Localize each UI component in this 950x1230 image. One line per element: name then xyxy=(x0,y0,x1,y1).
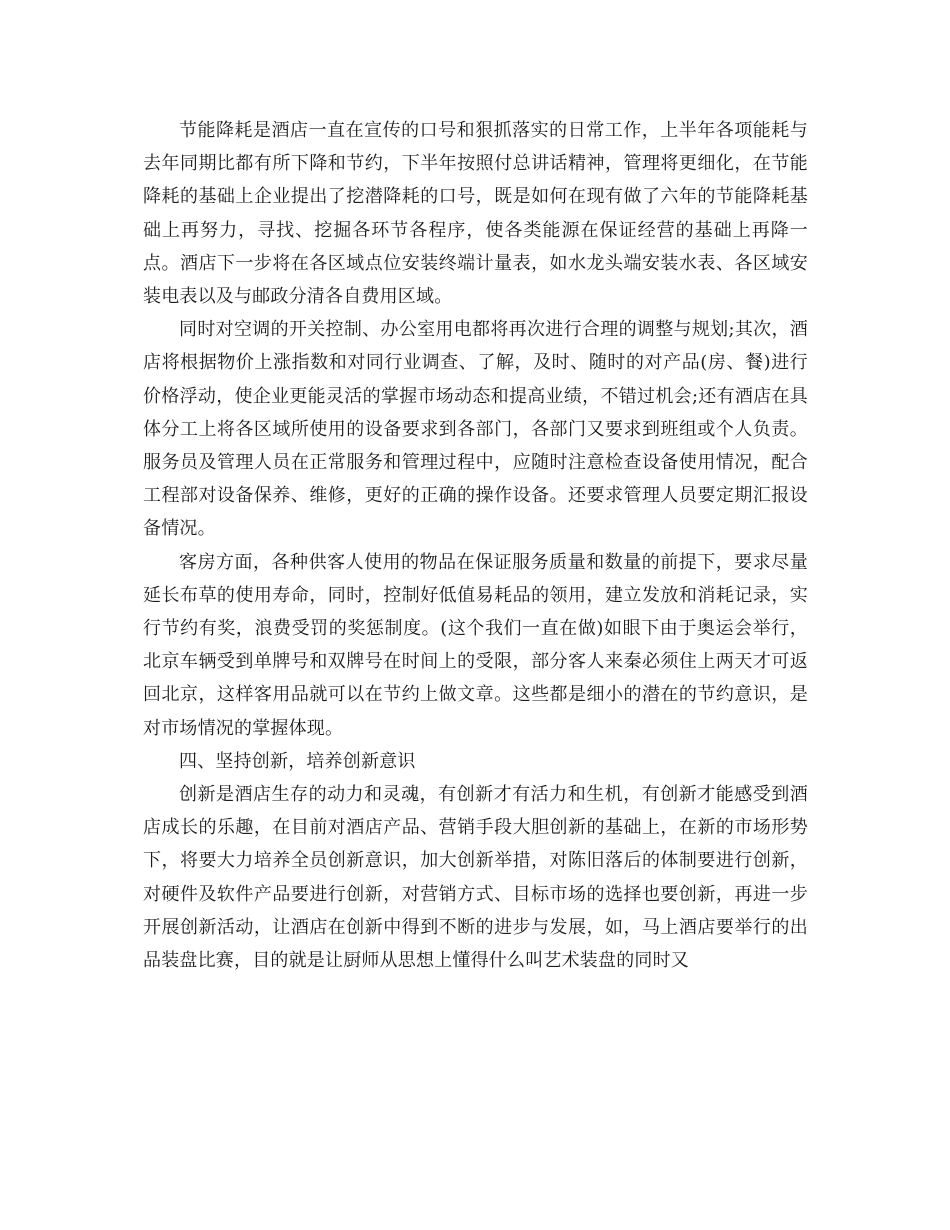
paragraph-innovation: 创新是酒店生存的动力和灵魂，有创新才有活力和生机，有创新才能感受到酒店成长的乐趣，在目前对酒店产品、营销手段大胆创新的基础上，在新的市场形势下，将要大力培养全员创新意识，加大创新举措，对陈旧落后的体制要进行创新，对硬件及软件产品要进行创新，对营销方式、目标市场的选择也要创新，再进一步开展创新活动，让酒店在创新中得到不断的进步与发展，如，马上酒店要举行的出品装盘比赛，目的就是让厨师从思想上懂得什么叫艺术装盘的同时又 xyxy=(143,784,808,972)
paragraph-energy-saving: 节能降耗是酒店一直在宣传的口号和狠抓落实的日常工作，上半年各项能耗与去年同期比都有所下降和节约，下半年按照付总讲话精神，管理将更细化，在节能降耗的基础上企业提出了挖潜降耗的口号，既是如何在现有做了六年的节能降耗基础上再努力，寻找、挖掘各环节各程序，使各类能源在保证经营的基础上再降一点。酒店下一步将在各区域点位安装终端计量表，如水龙头端安装水表、各区域安装电表以及与邮政分清各自费用区域。 xyxy=(143,120,808,308)
paragraph-guest-room: 客房方面，各种供客人使用的物品在保证服务质量和数量的前提下，要求尽量延长布草的使用寿命，同时，控制好低值易耗品的领用，建立发放和消耗记录，实行节约有奖，浪费受罚的奖惩制度。(这个我们一直在做)如眼下由于奥运会举行，北京车辆受到单牌号和双牌号在时间上的受限，部分客人来秦必须住上两天才可返回北京，这样客用品就可以在节约上做文章。这些都是细小的潜在的节约意识，是对市场情况的掌握体现。 xyxy=(143,551,808,739)
paragraph-equipment-management: 同时对空调的开关控制、办公室用电都将再次进行合理的调整与规划;其次，酒店将根据物价上涨指数和对同行业调查、了解，及时、随时的对产品(房、餐)进行价格浮动，使企业更能灵活的掌握市场动态和提高业绩，不错过机会;还有酒店在具体分工上将各区域所使用的设备要求到各部门，各部门又要求到班组或个人负责。服务员及管理人员在正常服务和管理过程中，应随时注意检查设备使用情况，配合工程部对设备保养、维修，更好的正确的操作设备。还要求管理人员要定期汇报设备情况。 xyxy=(143,319,808,540)
document-body xyxy=(143,114,808,977)
section-heading-innovation: 四、坚持创新，培养创新意识 xyxy=(179,750,416,772)
